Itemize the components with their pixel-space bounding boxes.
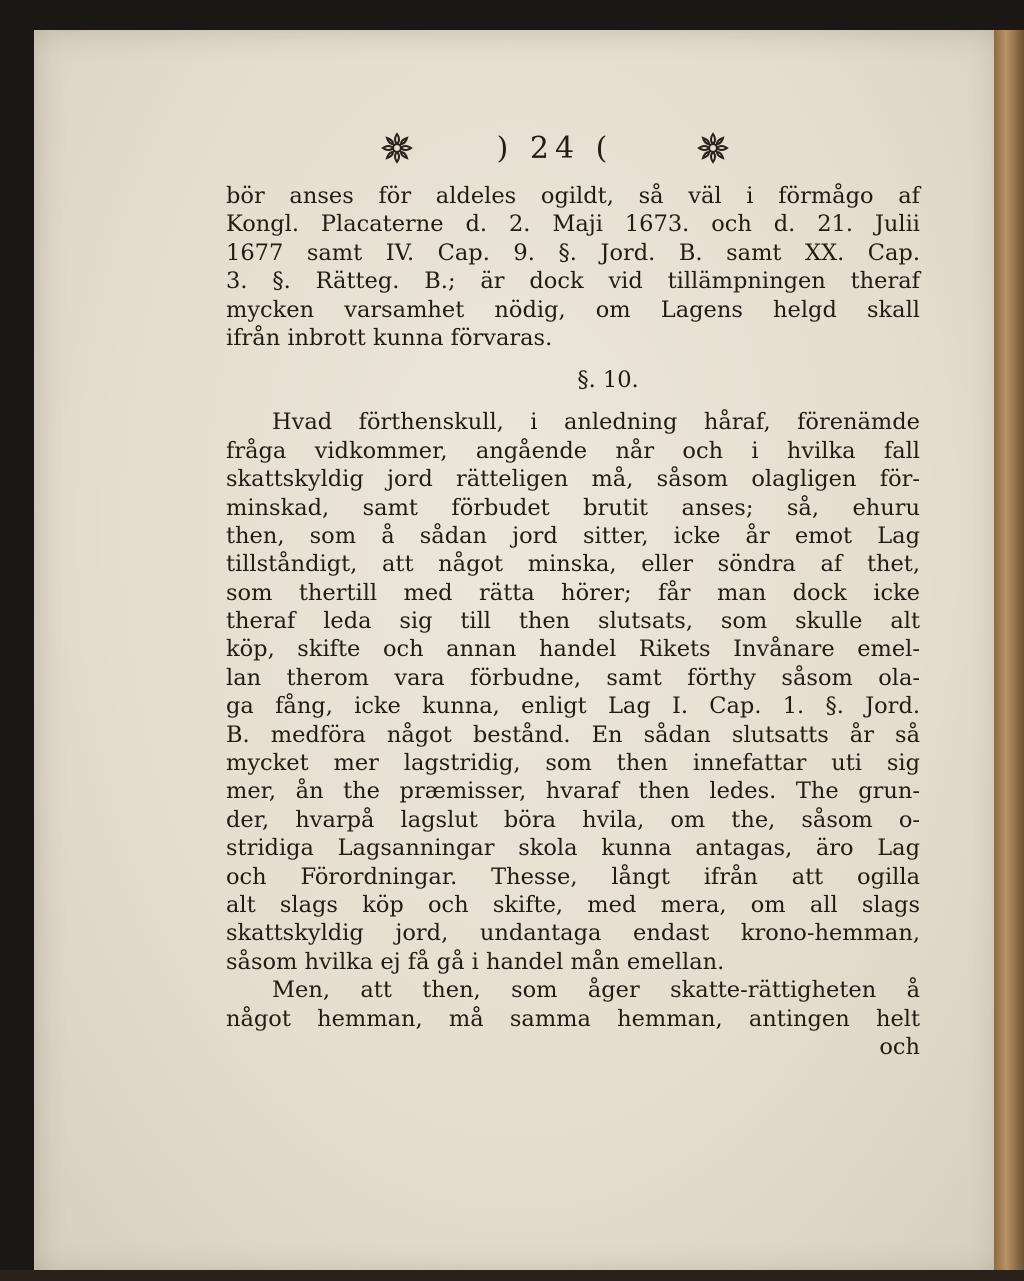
text-line: lan therom vara förbudne, samt förthy såsom ola-: [226, 664, 920, 691]
text-line: alt slags köp och skifte, med mera, om all slags: [226, 891, 920, 918]
right-flower-ornament-icon: [696, 131, 730, 165]
text-line: fråga vidkommer, angående når och i hvilka fall: [226, 437, 920, 464]
text-line: theraf leda sig till then slutsats, som skulle alt: [226, 608, 920, 635]
text-line: der, hvarpå lagslut böra hvila, om the, såsom o-: [226, 806, 920, 833]
text-line: köp, skifte och annan handel Rikets Invånare emel-: [226, 636, 920, 663]
scan-bottom-edge: [0, 1270, 1024, 1281]
text-line: skattskyldig jord, undantaga endast krono-hemman,: [226, 920, 920, 947]
text-line: ifrån inbrott kunna förvaras.: [226, 324, 553, 351]
text-line: then, som å sådan jord sitter, icke år emot Lag: [226, 522, 920, 549]
text-line: minskad, samt förbudet brutit anses; så, ehuru: [226, 494, 920, 521]
section-heading: §. 10.: [577, 367, 639, 394]
text-line: tillståndigt, att något minska, eller söndra af thet,: [226, 551, 920, 578]
text-line: något hemman, må samma hemman, antingen helt: [226, 1005, 920, 1032]
text-line: bör anses för aldeles ogildt, så väl i förmågo af: [226, 183, 920, 209]
text-line: Kongl. Placaterne d. 2. Maji 1673. och d. 21. Julii: [226, 211, 920, 238]
text-line: såsom hvilka ej få gå i handel mån emellan.: [226, 948, 725, 975]
left-flower-ornament-icon: [380, 131, 414, 165]
text-line: mycket mer lagstridig, som then innefattar uti sig: [226, 750, 920, 777]
text-line: B. medföra något bestånd. En sådan slutsatts år så: [226, 721, 920, 748]
page-number: ) 24 (: [496, 130, 614, 166]
text-line: Hvad förthenskull, i anledning håraf, förenämde: [272, 409, 920, 436]
text-line: 1677 samt IV. Cap. 9. §. Jord. B. samt XX. Cap.: [226, 239, 920, 266]
text-line: som thertill med rätta hörer; får man dock icke: [226, 579, 920, 606]
text-line: mer, ån the præmisser, hvaraf then ledes. The grun-: [226, 778, 920, 805]
text-line: 3. §. Rätteg. B.; är dock vid tillämpningen theraf: [226, 268, 920, 295]
text-line: ga fång, icke kunna, enligt Lag I. Cap. 1. §. Jord.: [226, 693, 920, 720]
text-line: Men, att then, som åger skatte-rättigheten å: [272, 977, 920, 1004]
body-text: [226, 182, 920, 1061]
text-line: och Förordningar. Thesse, långt ifrån att ogilla: [226, 863, 920, 890]
text-line: skattskyldig jord rätteligen må, såsom olagligen för-: [226, 466, 920, 493]
text-line: stridiga Lagsanningar skola kunna antagas, äro Lag: [226, 835, 920, 862]
catchword: och: [879, 1033, 920, 1060]
page-header: [380, 128, 730, 168]
text-line: mycken varsamhet nödig, om Lagens helgd skall: [226, 296, 920, 323]
book-spine-edge: [994, 30, 1024, 1281]
